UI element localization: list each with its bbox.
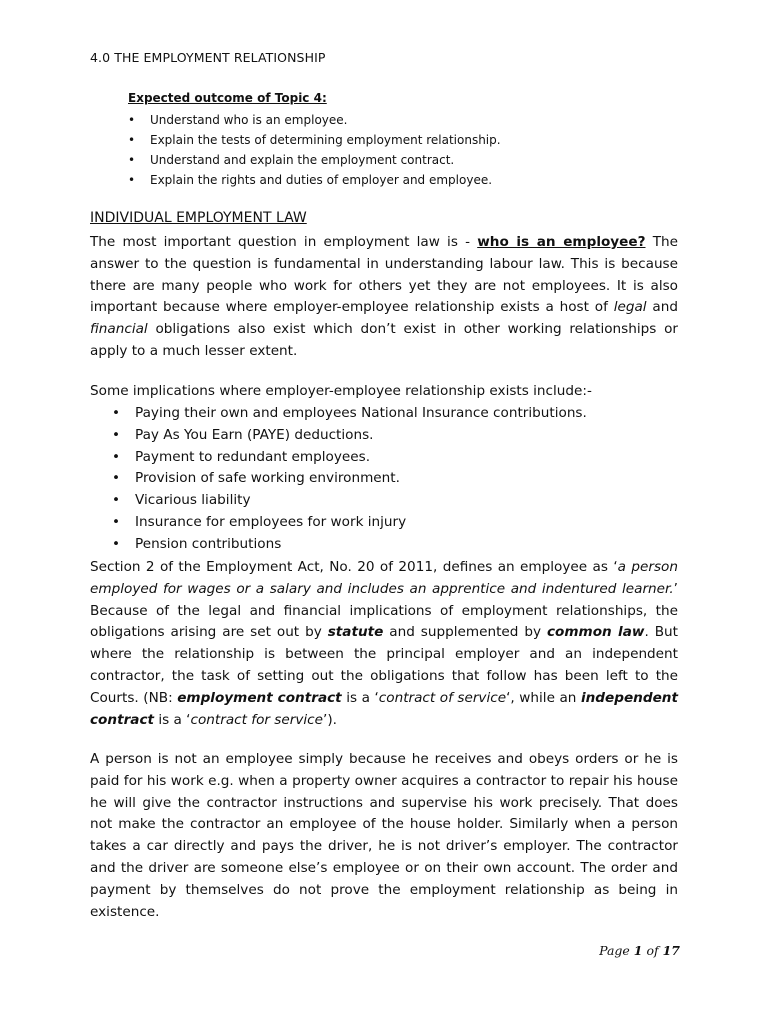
emphasis-contract-of-service: contract of service bbox=[378, 689, 507, 706]
text-run: The answer to the question is fundamental in understanding labour law. This is because there are many people who work for others yet they are not employees. It is also important because where employer-employee relationship exists a host of bbox=[90, 234, 678, 316]
section-title: INDIVIDUAL EMPLOYMENT LAW bbox=[90, 210, 307, 226]
emphasis-employment-contract: employment contract bbox=[177, 689, 342, 706]
text-run: ’ Because of the legal and financial implications of employment relationships, the obligations arising are set out by bbox=[90, 580, 678, 641]
emphasis-statute: statute bbox=[327, 624, 384, 641]
page-label: Page bbox=[599, 943, 634, 958]
bullet-icon: • bbox=[128, 113, 136, 127]
list-item-text: Payment to redundant employees. bbox=[135, 448, 371, 465]
bullet-icon: • bbox=[112, 426, 121, 443]
page-number bbox=[599, 943, 680, 958]
bullet-icon: • bbox=[112, 448, 121, 465]
expected-outcome-list bbox=[128, 110, 688, 190]
list-item bbox=[128, 150, 688, 170]
text-run: and bbox=[646, 299, 678, 316]
bullet-icon: • bbox=[112, 535, 121, 552]
bullet-icon: • bbox=[112, 470, 121, 487]
list-item-text: Provision of safe working environment. bbox=[135, 470, 400, 487]
text-run: ‘, while an bbox=[506, 689, 581, 706]
list-item-text: Vicarious liability bbox=[135, 492, 251, 509]
emphasis-contract-for-service: contract for service bbox=[190, 711, 323, 728]
list-item bbox=[112, 403, 672, 425]
list-item-text: Pension contributions bbox=[135, 535, 282, 552]
list-item bbox=[112, 468, 672, 490]
list-item-text: Paying their own and employees National Insurance contributions. bbox=[135, 405, 587, 421]
bullet-icon: • bbox=[112, 513, 121, 530]
bullet-icon: • bbox=[112, 405, 121, 421]
topic-heading: 4.0 THE EMPLOYMENT RELATIONSHIP bbox=[90, 50, 326, 65]
text-run: is a ‘ bbox=[341, 689, 379, 706]
implications-intro: Some implications where employer-employee relationship exists include:- bbox=[90, 383, 592, 399]
text-run: is a ‘ bbox=[154, 711, 191, 728]
text-run: ’). bbox=[323, 711, 337, 728]
text-run: Section 2 of the Employment Act, No. 20 of 2011, defines an employee as ‘ bbox=[90, 559, 618, 575]
definition-paragraph bbox=[90, 557, 678, 731]
employee-definition-quote: a person employed for wages or a salary and includes an apprentice and indentured learner. bbox=[90, 559, 678, 597]
list-item bbox=[112, 425, 672, 447]
text-run: and supplemented by bbox=[383, 624, 547, 641]
text-run: The most important question in employment law is - bbox=[90, 234, 478, 250]
emphasis-financial: financial bbox=[90, 321, 148, 338]
list-item-text: Explain the tests of determining employment relationship. bbox=[150, 133, 501, 147]
key-question: who is an employee? bbox=[477, 234, 646, 250]
of-label: of bbox=[642, 943, 663, 958]
list-item bbox=[128, 130, 688, 150]
list-item-text: Understand who is an employee. bbox=[150, 113, 348, 127]
text-run: obligations also exist which don’t exist in other working relationships or apply to a much lesser extent. bbox=[90, 321, 678, 359]
implications-list bbox=[112, 403, 672, 556]
list-item-text: Pay As You Earn (PAYE) deductions. bbox=[135, 426, 374, 443]
list-item-text: Understand and explain the employment contract. bbox=[150, 153, 455, 167]
text-run: . But where the relationship is between the principal employer and an independent contractor, the task of setting out the obligations that follow has been left to the Courts. (NB: bbox=[90, 624, 678, 706]
bullet-icon: • bbox=[128, 173, 136, 187]
current-page: 1 bbox=[633, 943, 643, 958]
list-item-text: Insurance for employees for work injury bbox=[135, 513, 407, 530]
list-item bbox=[128, 170, 688, 190]
list-item bbox=[112, 534, 672, 556]
list-item bbox=[112, 512, 672, 534]
emphasis-legal: legal bbox=[613, 299, 647, 316]
emphasis-independent-contract: independent contract bbox=[90, 689, 678, 728]
list-item bbox=[112, 490, 672, 512]
emphasis-common-law: common law bbox=[546, 624, 645, 641]
list-item-text: Explain the rights and duties of employer and employee. bbox=[150, 173, 493, 187]
total-pages: 17 bbox=[662, 943, 680, 958]
intro-paragraph bbox=[90, 232, 678, 363]
list-item bbox=[128, 110, 688, 130]
bullet-icon: • bbox=[128, 153, 136, 167]
employee-test-paragraph: A person is not an employee simply because he receives and obeys orders or he is paid for his work e.g. when a property owner acquires a contractor to repair his house he will give the contractor instructions and supervise his work precisely. That does not make the contractor an employee of the house holder. Similarly when a person takes a car directly and pays the driver, he is not driver’s employer. The contractor and the driver are someone else’s employee or on their own account. The order and payment by themselves do not prove the employment relationship as being in existence. bbox=[90, 751, 678, 920]
bullet-icon: • bbox=[128, 133, 136, 147]
list-item bbox=[112, 447, 672, 469]
expected-outcome-title: Expected outcome of Topic 4: bbox=[128, 91, 327, 105]
bullet-icon: • bbox=[112, 492, 121, 509]
